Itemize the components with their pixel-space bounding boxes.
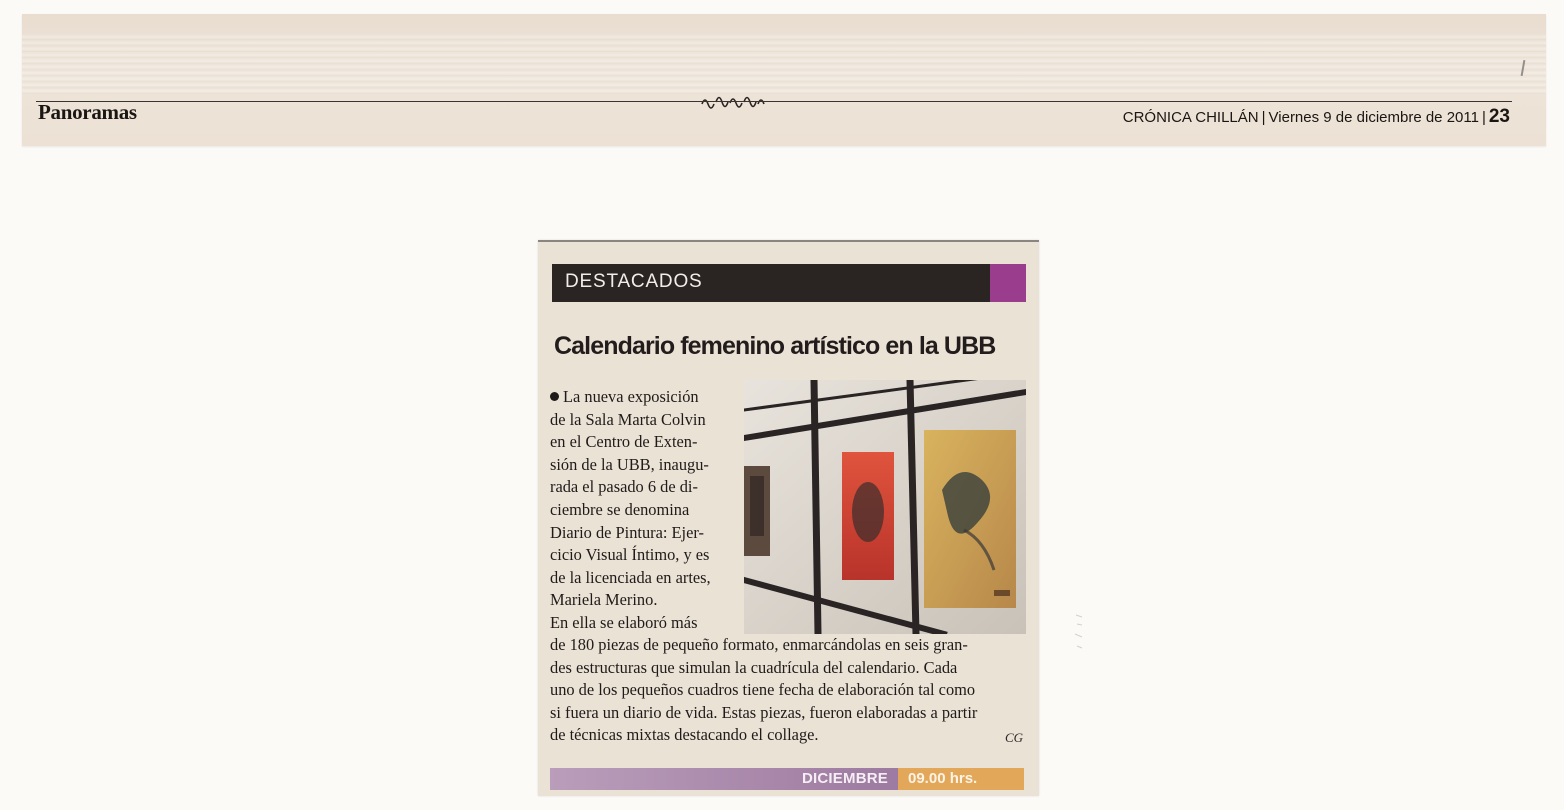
paper-texture	[22, 34, 1546, 94]
bullet-icon	[550, 392, 559, 401]
body-line: ciembre se denomina	[550, 499, 690, 519]
margin-stain	[1074, 610, 1086, 660]
body-line: Mariela Merino.	[550, 590, 658, 610]
body-line: La nueva exposición	[550, 386, 748, 409]
section-label: Panoramas	[38, 100, 137, 124]
body-line: de la licenciada en artes,	[550, 567, 711, 587]
publication-name: CRÓNICA CHILLÁN	[1122, 109, 1259, 126]
body-line: de técnicas mixtas destacando el collage.	[550, 725, 819, 745]
publication-date: Viernes 9 de diciembre de 2011	[1268, 109, 1479, 126]
body-line: de 180 piezas de pequeño formato, enmarcándolas en seis gran-	[550, 635, 968, 654]
body-line: cicio Visual Íntimo, y es	[550, 545, 710, 565]
article-clipping	[538, 240, 1039, 796]
body-line: si fuera un diario de vida. Estas piezas, fueron elaboradas a partir	[550, 702, 978, 722]
folio-separator-2: |	[1481, 109, 1486, 126]
header-rule	[36, 101, 1512, 102]
author-signoff: CG	[1004, 730, 1023, 745]
page-number: 23	[1488, 106, 1510, 127]
event-time: 09.00 hrs.	[908, 770, 978, 787]
body-line: rada el pasado 6 de di-	[550, 477, 698, 497]
event-month: DICIEMBRE	[802, 770, 888, 787]
body-line: de la Sala Marta Colvin	[550, 409, 706, 429]
article-body-narrow	[550, 386, 748, 635]
folio-line	[1123, 106, 1510, 128]
clipping-top-edge	[538, 240, 1039, 242]
body-line: uno de los pequeños cuadros tiene fecha de elaboración tal como	[550, 680, 976, 700]
article-body-wide	[550, 634, 1026, 747]
kicker-label: DESTACADOS	[565, 271, 703, 292]
newspaper-header-strip	[22, 14, 1546, 146]
body-line: en el Centro de Exten-	[550, 432, 698, 452]
body-line: Diario de Pintura: Ejer-	[550, 522, 704, 542]
exhibition-wall-photo	[744, 380, 1026, 634]
body-line: En ella se elaboró más	[550, 612, 698, 632]
event-footer-bar	[550, 768, 1024, 790]
kicker-accent-block	[990, 264, 1026, 302]
body-line: des estructuras que simulan la cuadrícula del calendario. Cada	[550, 657, 958, 677]
folio-separator: |	[1261, 109, 1266, 126]
article-headline: Calendario femenino artístico en la UBB	[554, 332, 996, 360]
event-time-block	[898, 768, 1024, 790]
kicker-bar	[552, 264, 1026, 302]
perforation-mark	[682, 84, 782, 124]
body-line: sión de la UBB, inaugu-	[550, 454, 709, 474]
